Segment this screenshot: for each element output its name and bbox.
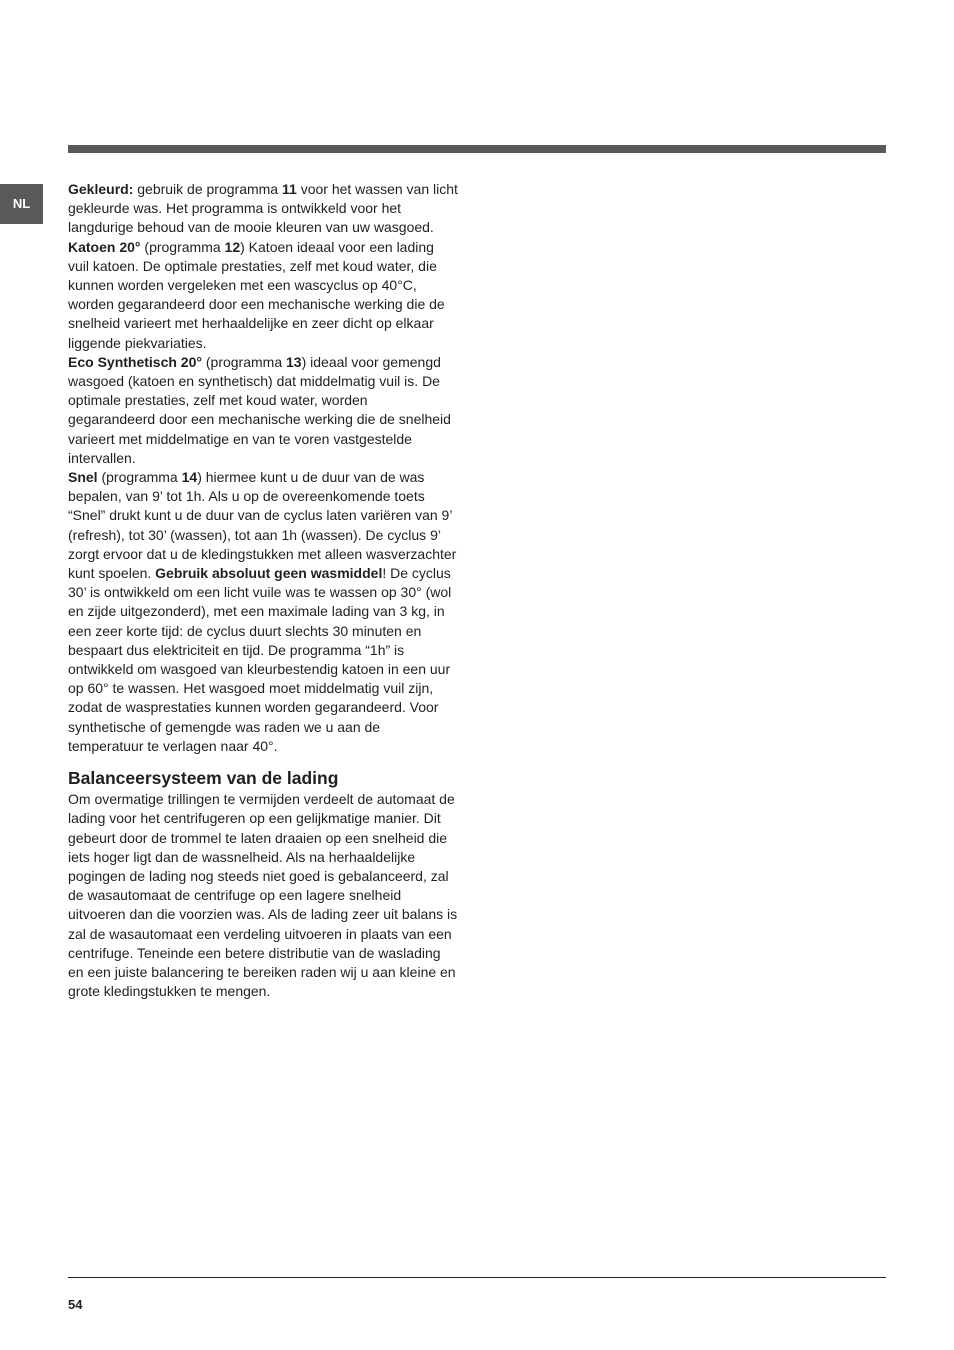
main-content bbox=[68, 180, 458, 1001]
paragraph-title: Snel bbox=[68, 469, 98, 486]
paragraph-text: (programma bbox=[97, 469, 182, 486]
paragraph-text: gebruik de programma bbox=[133, 181, 282, 197]
paragraph-text: ) Katoen ideaal voor een lading vuil katoen. De optimale prestaties, zelf met koud water, die kunnen worden vergeleken met een wascyclus op 40°C, worden gegarandeerd door een mechanische werking die de snelheid varieert met herhaaldelijke en zeer dicht op elkaar liggende piekvariaties. bbox=[68, 238, 445, 351]
paragraph-text: ! De cyclus 30’ is ontwikkeld om een licht vuile was te wassen op 30° (wol en zijde uitgezonderd), met een maximale lading van 3 kg, in een zeer korte tijd: de cyclus duurt slechts 30 minuten en bespaart dus elektriciteit en tijd. De programma “1h” is ontwikkeld om wasgoed van kleurbestendig katoen in een uur op 60° te wassen. Het wasgoed moet middelmatig vuil zijn, zodat de wasprestaties kunnen worden gegarandeerd. Voor synthetische of gemengde was raden we u aan de temperatuur te verlagen naar 40°. bbox=[68, 565, 452, 754]
paragraph-gekleurd bbox=[68, 180, 458, 238]
paragraph-title: Katoen 20° bbox=[68, 238, 141, 255]
program-number: 11 bbox=[282, 181, 297, 197]
paragraph-title: Eco Synthetisch 20° bbox=[68, 353, 202, 370]
section-heading: Balanceersysteem van de lading bbox=[68, 768, 339, 789]
paragraph-eco-synthetisch bbox=[68, 353, 458, 468]
header-bar bbox=[68, 145, 886, 153]
warning-text: Gebruik absoluut geen wasmiddel bbox=[155, 565, 383, 582]
paragraph-text: (programma bbox=[201, 353, 287, 370]
paragraph-text: ) hiermee kunt u de duur van de was bepalen, van 9’ tot 1h. Als u op de overeenkomende toets “Snel” drukt kunt u de duur van de cyclus laten variëren van 9’ (refresh), tot 30’ (wassen), tot aan 1h (wassen). De cyclus 9’ zorgt ervoor dat u de kledingstukken met alleen wasverzachter kunt spoelen. bbox=[68, 469, 457, 582]
program-number: 14 bbox=[181, 469, 198, 486]
language-tab: NL bbox=[0, 184, 43, 224]
paragraph-text: (programma bbox=[140, 238, 225, 255]
footer-rule bbox=[68, 1277, 886, 1278]
paragraph-text: ) ideaal voor gemengd wasgoed (katoen en synthetisch) dat middelmatig vuil is. De optimale prestaties, zelf met koud water, worden gegarandeerd door een mechanische werking die de snelheid varieert met middelmatige en van te voren vastgestelde intervallen. bbox=[68, 353, 451, 466]
program-number: 12 bbox=[224, 238, 241, 255]
paragraph-snel bbox=[68, 468, 458, 756]
paragraph-title: Gekleurd: bbox=[68, 181, 134, 197]
paragraph-text: voor het wassen van licht gekleurde was. Het programma is ontwikkeld voor het langdurige behoud van de mooie kleuren van uw wasgoed. bbox=[68, 181, 458, 236]
paragraph-katoen bbox=[68, 238, 458, 353]
program-number: 13 bbox=[286, 353, 302, 370]
page-number: 54 bbox=[68, 1297, 83, 1312]
section-body: Om overmatige trillingen te vermijden verdeelt de automaat de lading voor het centrifugeren op een gelijkmatige manier. Dit gebeurt door de trommel te laten draaien op een snelheid die iets hoger ligt dan de wassnelheid. Als na herhaaldelijke pogingen de lading nog steeds niet goed is gebalanceerd, zal de wasautomaat de centrifuge op een lagere snelheid uitvoeren dan die voorzien was. Als de lading zeer uit balans is zal de wasautomaat een verdeling uitvoeren in plaats van een centrifuge. Teneinde een betere distributie van de waslading en een juiste balancering te bereiken raden wij u aan kleine en grote kledingstukken te mengen. bbox=[68, 791, 458, 1000]
